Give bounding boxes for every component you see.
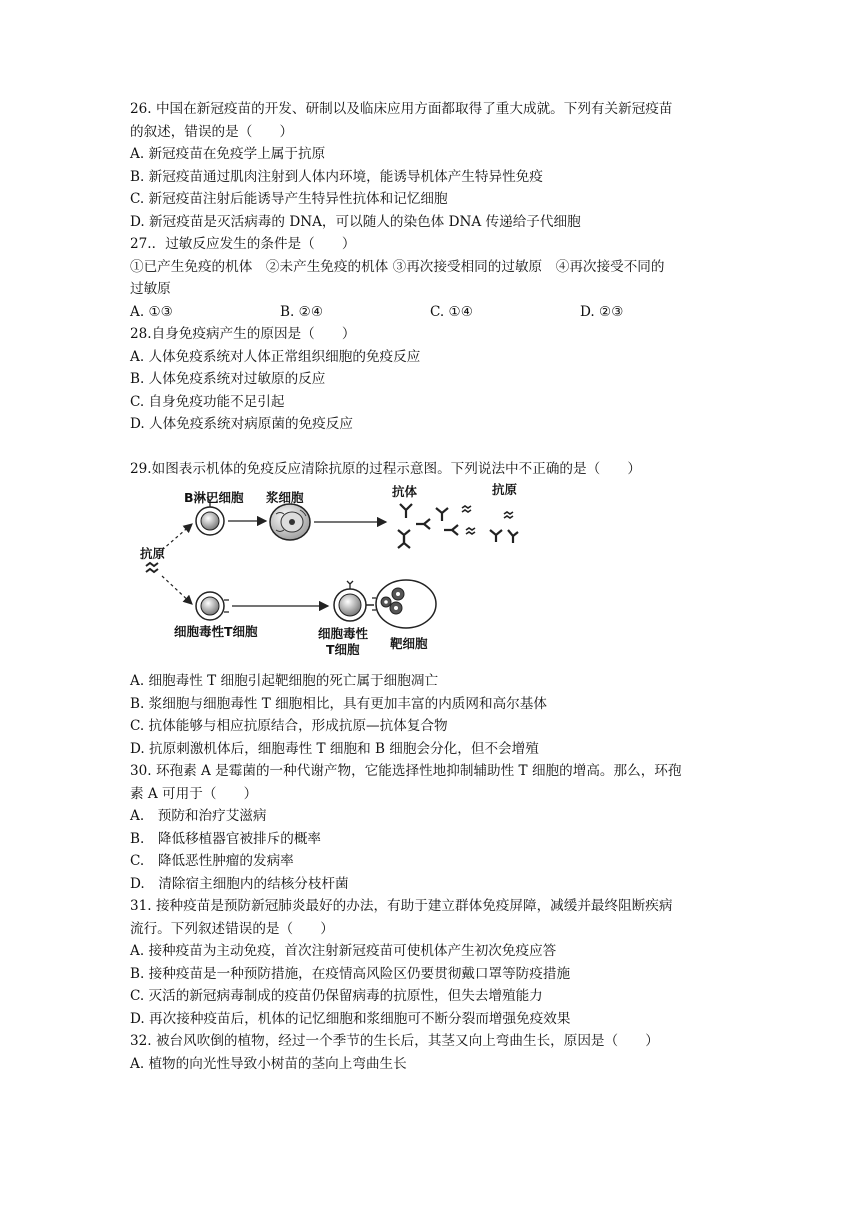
q31-stem-line2: 流行。下列叙述错误的是（ ） (130, 920, 334, 937)
q27-option-d: D. ②③ (580, 303, 624, 320)
q31-option-a: A. 接种疫苗为主动免疫，首次注射新冠疫苗可使机体产生初次免疫应答 (130, 943, 557, 959)
q30-option-a: A. 预防和治疗艾滋病 (130, 808, 267, 824)
label-b-lymphocyte: B淋巴细胞 (184, 490, 244, 505)
q30-option-b: B. 降低移植器官被排斥的概率 (130, 830, 322, 847)
q27-conditions-line1: ①已产生免疫的机体 ②未产生免疫的机体 ③再次接受相同的过敏原 ④再次接受不同的 (130, 258, 665, 275)
q31-stem-line1: 31. 接种疫苗是预防新冠肺炎最好的办法，有助于建立群体免疫屏障，减缓并最终阻断疾病 (130, 898, 673, 914)
q28-stem: 28.自身免疫病产生的原因是（ ） (130, 326, 356, 342)
q27-stem: 27.．过敏反应发生的条件是（ ） (130, 236, 356, 252)
label-cytotoxic-t-mid-line2: T细胞 (326, 642, 360, 657)
question-29 (130, 458, 740, 761)
q27-conditions-line2: 过敏原 (130, 281, 171, 297)
label-antibody: 抗体 (392, 484, 418, 499)
q27-option-a: A. ①③ (130, 303, 173, 320)
q29-option-c: C. 抗体能够与相应抗原结合，形成抗原—抗体复合物 (130, 718, 448, 734)
antigen-antibody-complex (490, 530, 518, 543)
question-32 (130, 1030, 740, 1075)
cytotoxic-t-cell-mid-icon (334, 581, 374, 621)
antigen-left-icon (146, 563, 158, 572)
label-antigen-top: 抗原 (492, 482, 518, 497)
q31-option-d: D. 再次接种疫苗后，机体的记忆细胞和浆细胞可不断分裂而增强免疫效果 (130, 1010, 571, 1027)
exam-page (130, 98, 740, 1075)
q29-stem: 29.如图表示机体的免疫反应清除抗原的过程示意图。下列说法中不正确的是（ ） (130, 460, 641, 477)
q27-option-b: B. ②④ (280, 303, 324, 320)
q29-option-a: A. 细胞毒性 T 细胞引起靶细胞的死亡属于细胞凋亡 (130, 673, 439, 689)
q30-stem-line2: 素 A 可用于（ ） (130, 785, 258, 802)
antigen-marks (462, 506, 513, 534)
q28-option-b: B. 人体免疫系统对过敏原的反应 (130, 371, 326, 387)
immune-response-figure (140, 482, 560, 666)
q27-option-c: C. ①④ (430, 303, 473, 320)
q26-stem-line2: 的叙述，错误的是（ ） (130, 123, 294, 140)
question-31 (130, 895, 740, 1030)
cytotoxic-t-cell-left-icon (196, 592, 229, 620)
q28-option-a: A. 人体免疫系统对人体正常组织细胞的免疫反应 (130, 348, 421, 365)
antibody-icons (398, 504, 458, 548)
label-antigen-left: 抗原 (140, 546, 166, 561)
q32-stem: 32. 被台风吹倒的植物，经过一个季节的生长后，其茎又向上弯曲生长，原因是（ ） (130, 1033, 659, 1049)
plasma-cell-icon (270, 504, 310, 540)
label-cytotoxic-t-mid-line1: 细胞毒性 (318, 626, 369, 641)
q29-option-d: D. 抗原刺激机体后，细胞毒性 T 细胞和 B 细胞会分化，但不会增殖 (130, 740, 539, 757)
q29-option-b: B. 浆细胞与细胞毒性 T 细胞相比，具有更加丰富的内质网和高尔基体 (130, 695, 547, 712)
q26-stem-line1: 26. 中国在新冠疫苗的开发、研制以及临床应用方面都取得了重大成就。下列有关新冠疫苗 (130, 101, 673, 117)
q26-option-b: B. 新冠疫苗通过肌肉注射到人体内环境，能诱导机体产生特异性免疫 (130, 168, 543, 185)
q26-option-d: D. 新冠疫苗是灭活病毒的 DNA，可以随人的染色体 DNA 传递给子代细胞 (130, 213, 581, 230)
target-cell-icon (372, 580, 436, 628)
label-cytotoxic-t-left: 细胞毒性T细胞 (174, 624, 258, 639)
q28-option-d: D. 人体免疫系统对病原菌的免疫反应 (130, 416, 353, 432)
label-plasma-cell: 浆细胞 (266, 490, 304, 505)
label-target-cell: 靶细胞 (390, 636, 428, 651)
q26-option-c: C. 新冠疫苗注射后能诱导产生特异性抗体和记忆细胞 (130, 191, 448, 207)
question-28 (130, 323, 740, 436)
q30-option-d: D. 清除宿主细胞内的结核分枝杆菌 (130, 875, 349, 892)
q28-option-c: C. 自身免疫功能不足引起 (130, 393, 285, 410)
question-26 (130, 98, 740, 233)
q27-options-row (130, 301, 740, 324)
q30-option-c: C. 降低恶性肿瘤的发病率 (130, 853, 294, 869)
question-30 (130, 760, 740, 895)
q31-option-c: C. 灭活的新冠病毒制成的疫苗仍保留病毒的抗原性，但失去增殖能力 (130, 988, 543, 1004)
q30-stem-line1: 30. 环孢素 A 是霉菌的一种代谢产物，它能选择性地抑制辅助性 T 细胞的增高。那么，环孢 (130, 763, 682, 779)
q31-option-b: B. 接种疫苗是一种预防措施，在疫情高风险区仍要贯彻戴口罩等防疫措施 (130, 965, 571, 982)
question-27 (130, 233, 740, 323)
q32-option-a: A. 植物的向光性导致小树苗的茎向上弯曲生长 (130, 1055, 407, 1072)
q26-option-a: A. 新冠疫苗在免疫学上属于抗原 (130, 146, 326, 162)
